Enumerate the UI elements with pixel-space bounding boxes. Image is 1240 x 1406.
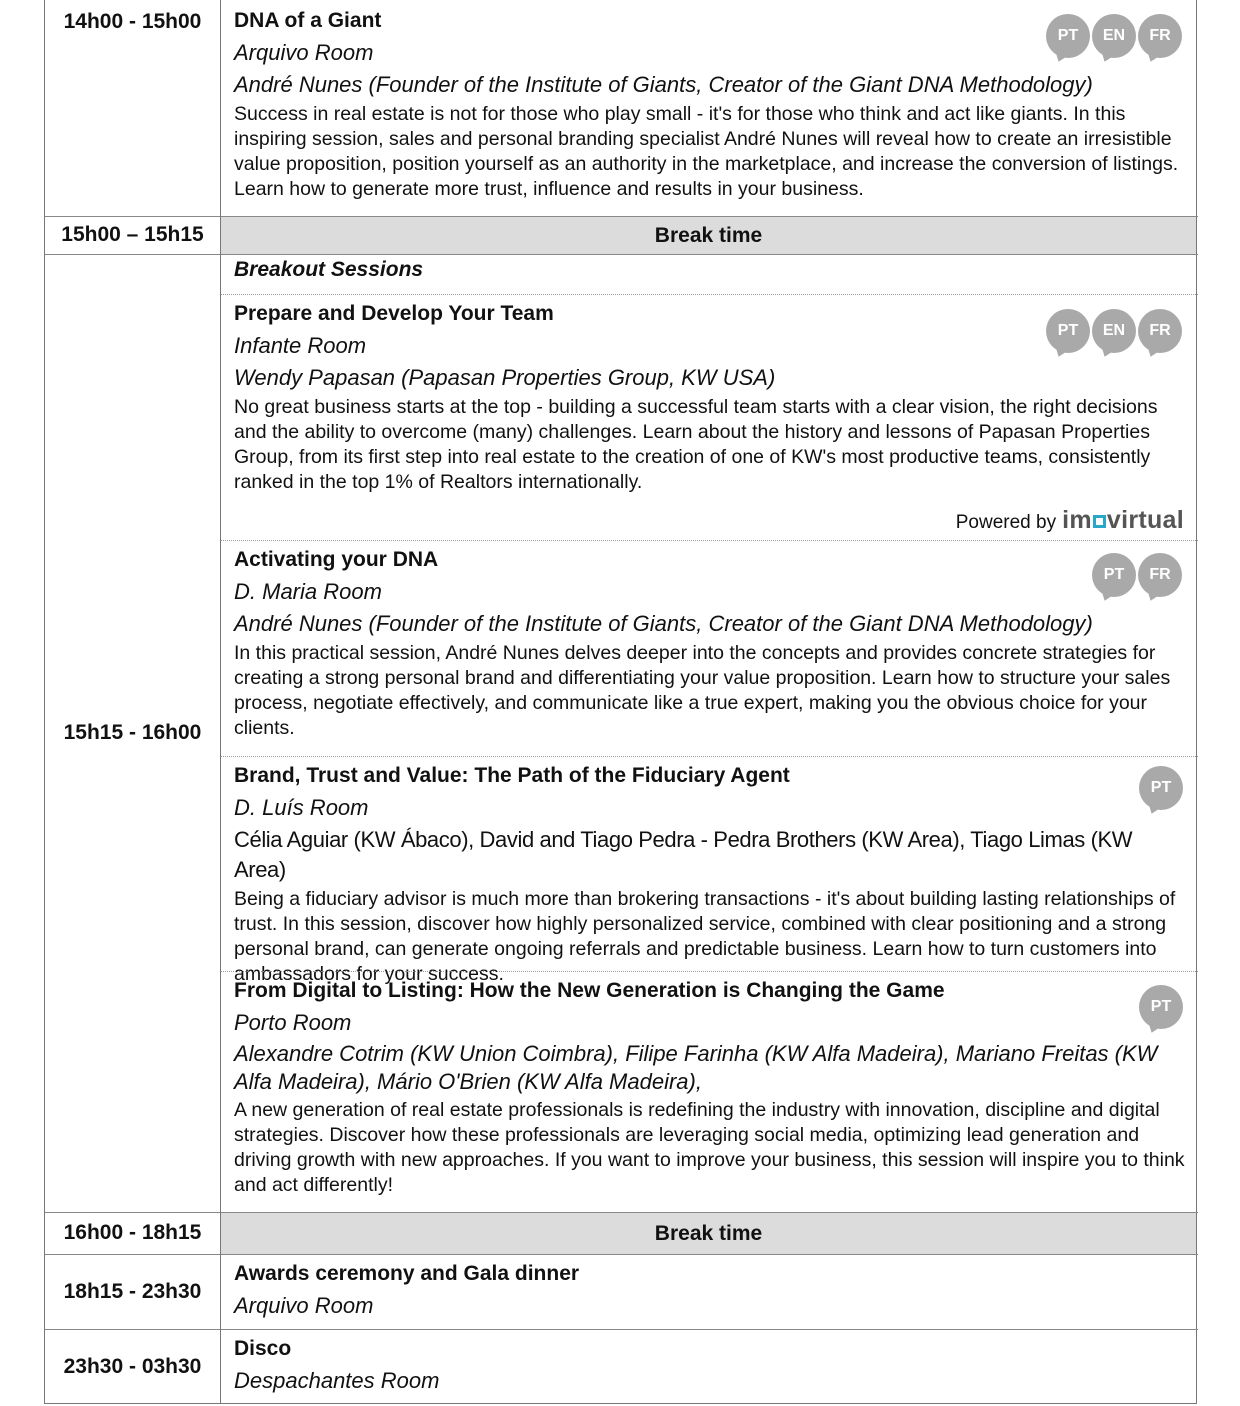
session-divider (221, 971, 1198, 972)
breakout-sessions-label: Breakout Sessions (234, 258, 424, 281)
language-badge-icon: PT (1046, 14, 1090, 58)
powered-by-label: Powered by (955, 512, 1057, 533)
session-description: Being a fiduciary advisor is much more than brokering transactions - it's about building lasting relationships of trust. In this session, discover how highly personalized service, combined with clear positioning and a strong personal brand, can generate ongoing referrals and predictable business. Learn how to turn customers into ambassadors for your success. (234, 888, 1176, 985)
break-time-band: Break time (221, 217, 1196, 254)
language-badges (1139, 766, 1183, 810)
session-description: Success in real estate is not for those who play small - it's for those who think and act like giants. In this inspiring session, sales and personal branding specialist André Nunes will reveal how to create an irresistible value proposition, position yourself as an authority in the marketplace, and increase the conversion of listings. Learn how to generate more trust, influence and results in your business. (234, 103, 1179, 200)
session-speakers: Wendy Papasan (Papasan Properties Group, KW USA) (234, 365, 776, 390)
session-speakers: André Nunes (Founder of the Institute of Giants, Creator of the Giant DNA Methodology) (234, 611, 1093, 636)
session-room: D. Maria Room (234, 579, 382, 604)
language-badge-icon: PT (1046, 309, 1090, 353)
session-room: Porto Room (234, 1010, 352, 1035)
language-badges (1046, 14, 1182, 58)
breakout-header (234, 258, 1186, 282)
break-time-band: Break time (221, 1213, 1196, 1254)
sponsor-credit (956, 506, 1184, 535)
session-description: No great business starts at the top - building a successful team starts with a clear vision, the right decisions and the ability to overcome (many) challenges. Learn about the history and lessons of Papasan Properties Group, from its first step into real estate to the creation of one of KW's most productive teams, consistently ranked in the top 1% of Realtors internationally. (234, 396, 1158, 493)
language-badges (1139, 985, 1183, 1029)
session-room: Arquivo Room (234, 1293, 374, 1318)
session-title: Disco (234, 1337, 292, 1360)
session-title: From Digital to Listing: How the New Generation is Changing the Game (234, 979, 945, 1002)
session-description: A new generation of real estate professionals is redefining the industry with innovation, discipline and digital strategies. Discover how these professionals are leveraging social media, optimizing lead generation and driving growth with new approaches. If you want to improve your business, this session will inspire you to think and act differently! (234, 1099, 1185, 1196)
time-slot: 15h15 - 16h00 (45, 254, 221, 1212)
session-room: D. Luís Room (234, 795, 369, 820)
session-room: Despachantes Room (234, 1368, 440, 1393)
session-room: Infante Room (234, 333, 367, 358)
language-badge-icon: FR (1138, 553, 1182, 597)
session-prepare-team (234, 299, 1186, 495)
session-divider (221, 756, 1198, 757)
session-activating-dna (234, 545, 1186, 741)
language-badges (1046, 309, 1182, 353)
session-title: Brand, Trust and Value: The Path of the Fiduciary Agent (234, 764, 790, 787)
session-divider (221, 540, 1198, 541)
session-title: DNA of a Giant (234, 9, 382, 32)
logo-square-icon (1093, 515, 1106, 528)
time-slot: 14h00 - 15h00 (45, 0, 221, 216)
session-speakers: Célia Aguiar (KW Ábaco), David and Tiago Pedra - Pedra Brothers (KW Area), Tiago Limas (KW Area) (234, 827, 1133, 882)
session-divider (221, 294, 1198, 295)
time-slot: 23h30 - 03h30 (45, 1329, 221, 1404)
language-badge-icon: PT (1139, 985, 1183, 1029)
agenda-table (44, 0, 1197, 1404)
imovirtual-logo: im virtual (1062, 506, 1184, 534)
session-speakers: André Nunes (Founder of the Institute of Giants, Creator of the Giant DNA Methodology) (234, 72, 1093, 97)
language-badges (1092, 553, 1182, 597)
language-badge-icon: FR (1138, 14, 1182, 58)
time-slot: 16h00 - 18h15 (45, 1212, 221, 1254)
time-slot: 15h00 – 15h15 (45, 216, 221, 254)
session-gala-dinner (234, 1259, 1186, 1323)
session-description: In this practical session, André Nunes delves deeper into the concepts and provides concrete strategies for creating a strong personal brand and differentiating your value proposition. Learn how to structure your sales process, negotiate effectively, and communicate like a true expert, making you the obvious choice for your clients. (234, 642, 1171, 739)
session-disco (234, 1334, 1186, 1398)
language-badge-icon: PT (1139, 766, 1183, 810)
language-badge-icon: EN (1092, 309, 1136, 353)
session-room: Arquivo Room (234, 40, 374, 65)
session-title: Activating your DNA (234, 548, 439, 571)
language-badge-icon: PT (1092, 553, 1136, 597)
session-digital-to-listing (234, 976, 1186, 1198)
session-title: Awards ceremony and Gala dinner (234, 1262, 580, 1285)
session-brand-trust-value (234, 761, 1186, 987)
language-badge-icon: EN (1092, 14, 1136, 58)
language-badge-icon: FR (1138, 309, 1182, 353)
session-speakers: Alexandre Cotrim (KW Union Coimbra), Filipe Farinha (KW Alfa Madeira), Mariano Freitas (KW Alfa Madeira), Mário O'Brien (KW Alfa Madeira), (234, 1041, 1158, 1094)
time-slot: 18h15 - 23h30 (45, 1254, 221, 1329)
session-dna-of-a-giant (234, 6, 1186, 202)
session-title: Prepare and Develop Your Team (234, 302, 554, 325)
